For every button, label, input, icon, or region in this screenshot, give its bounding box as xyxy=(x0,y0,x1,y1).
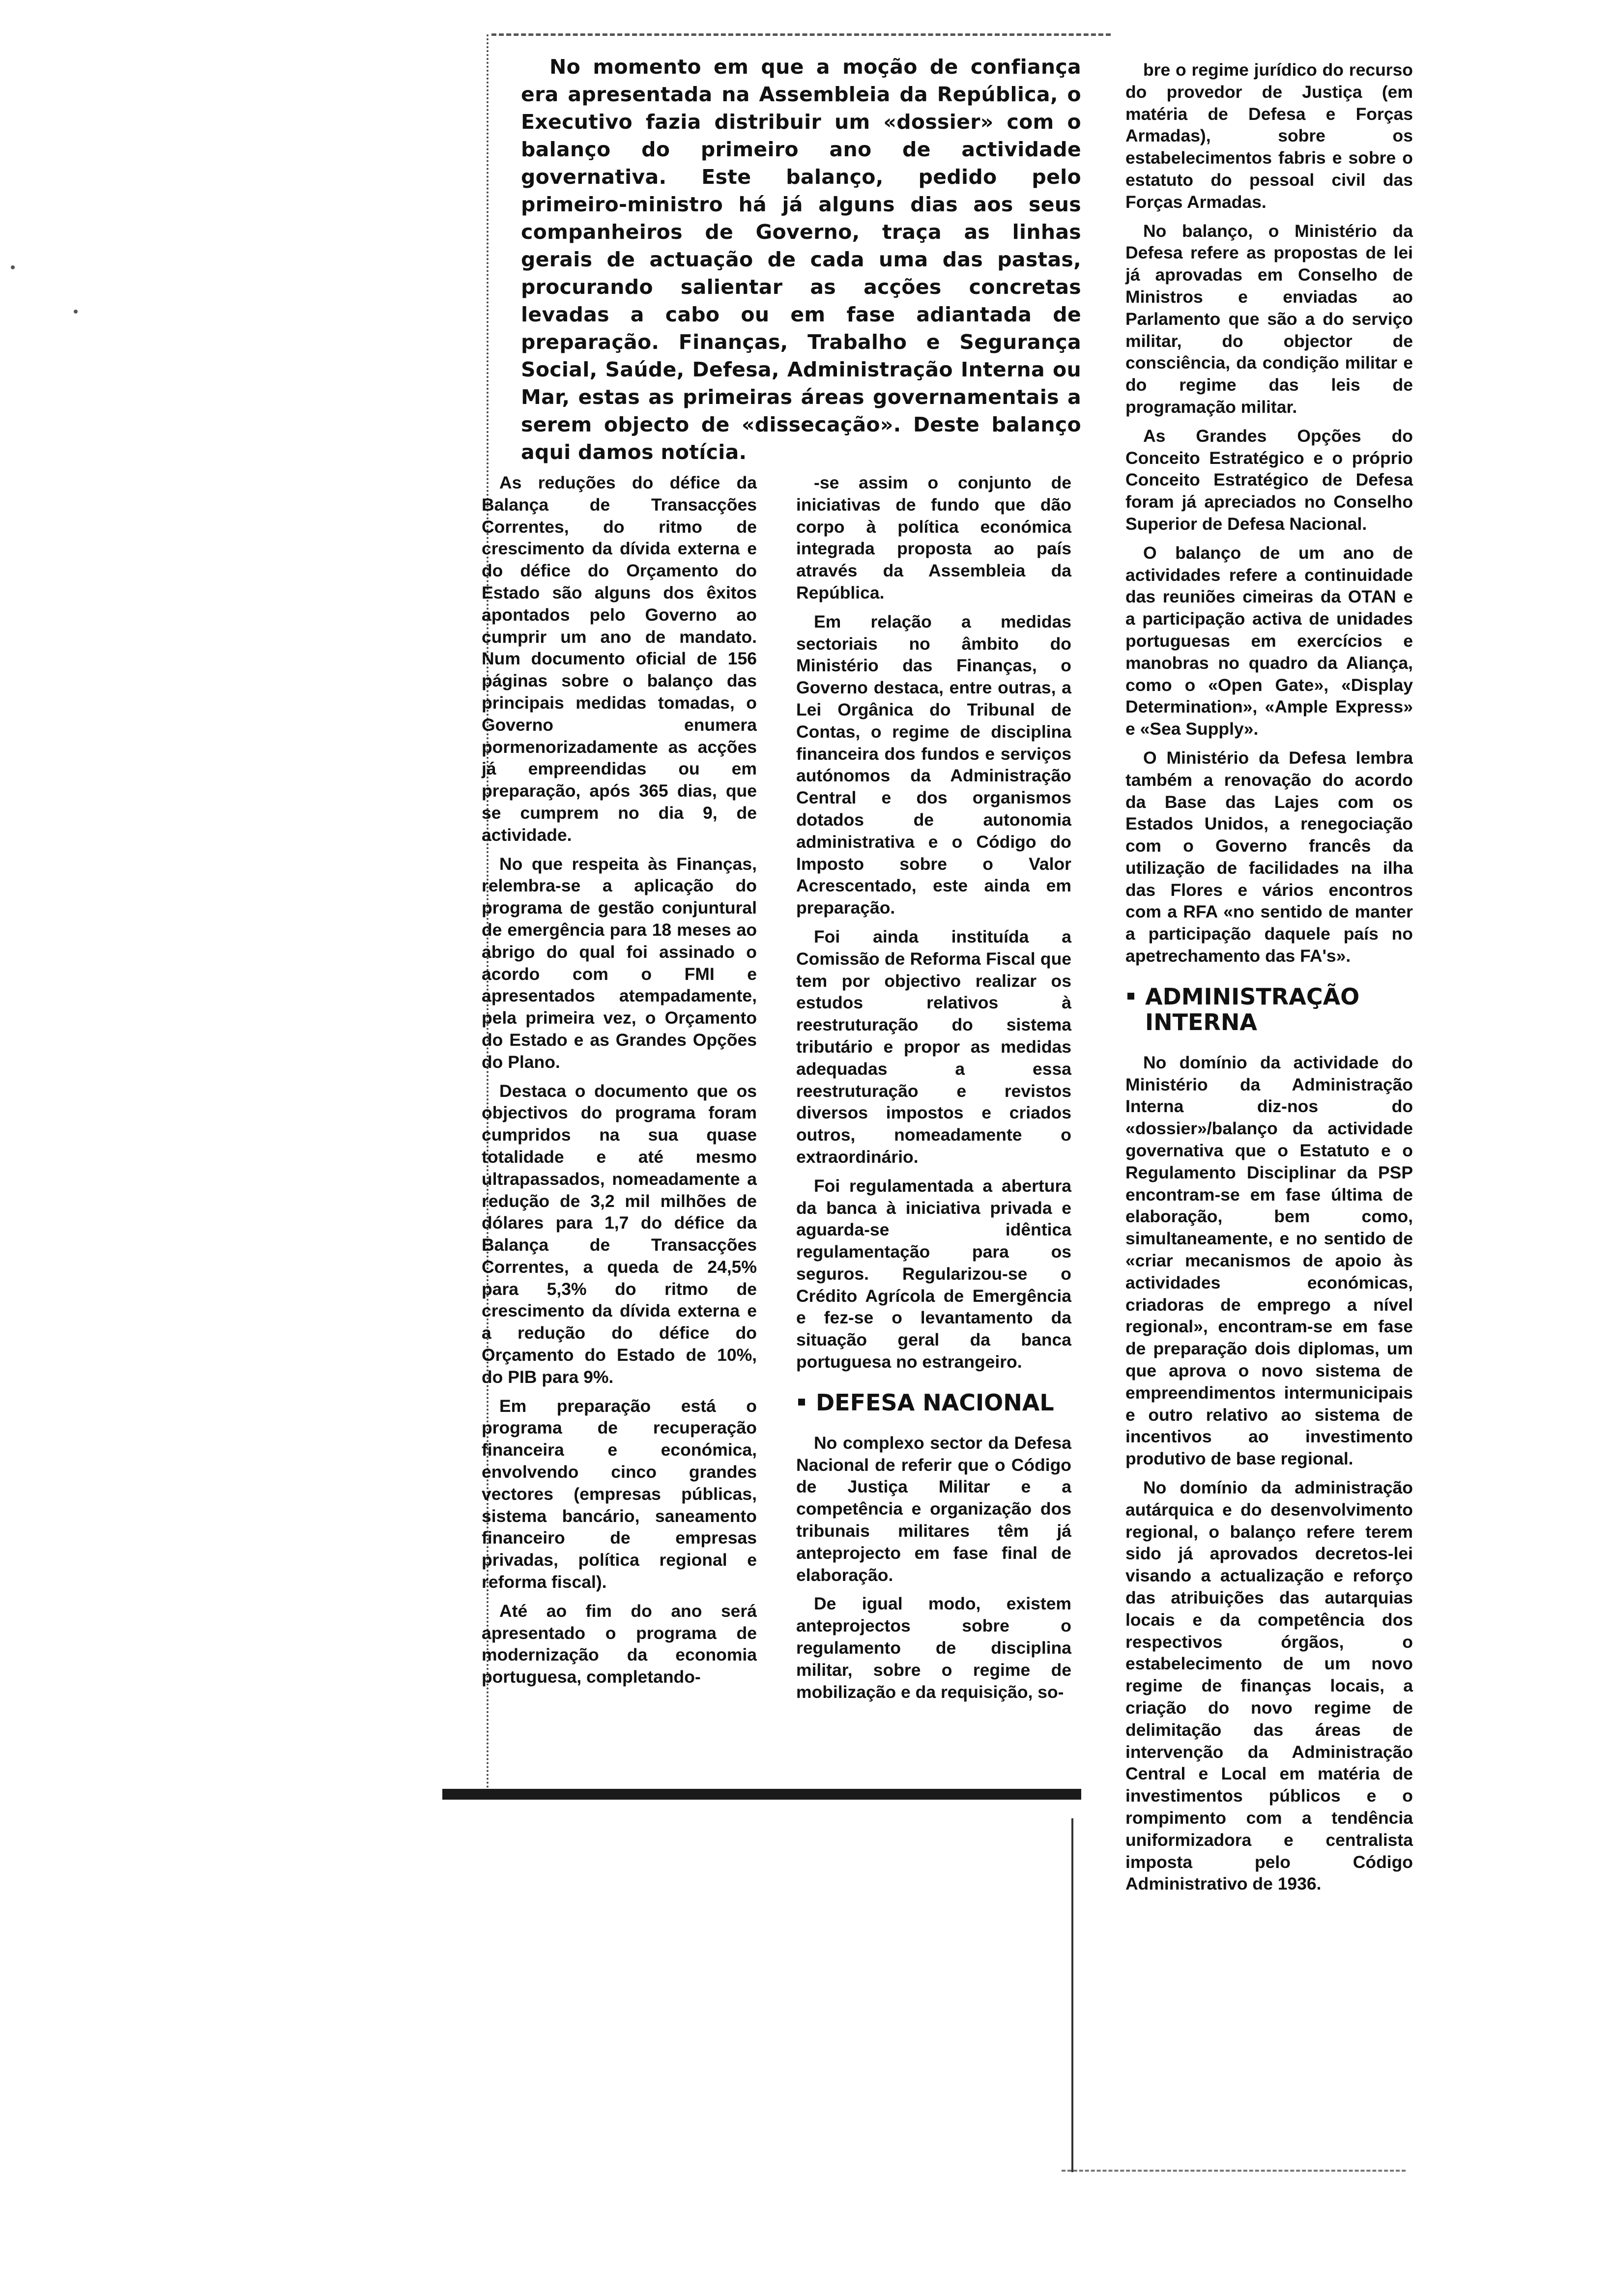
paragraph: No domínio da actividade do Ministério da Administração Interna diz-nos do «dossier»/balanço da actividade governativa que o Estatuto e o Regulamento Disciplinar da PSP encontram-se em fase última de elaboração, bem como, simultaneamente, e no sentido de «criar mecanismos de apoio às actividades económicas, criadoras de emprego a nível regional», encontram-se em fase de preparação dois diplomas, um que aprova o novo sistema de empreendimentos intermunicipais e outro relativo ao sistema de incentivos ao investimento produtivo de base regional. xyxy=(1125,1052,1413,1469)
article-column-3 xyxy=(1125,59,1413,1902)
clipping-bottom-bar xyxy=(442,1789,1081,1800)
paragraph: O balanço de um ano de actividades refere a continuidade das reuniões cimeiras da OTAN e a participação activa de unidades portuguesas em exercícios e manobras no quadro da Aliança, como o «Open Gate», «Display Determination», «Ample Express» e «Sea Supply». xyxy=(1125,543,1413,739)
section-heading-text: DEFESA NACIONAL xyxy=(816,1389,1054,1416)
paragraph: No domínio da administração autárquica e do desenvolvimento regional, o balanço refere terem sido já aprovados decretos-lei visando a actualização e reforço das atribuições das autarquias locais e da competência dos respectivos órgãos, o estabelecimento de um novo regime de finanças locais, a criação do novo regime de delimitação das áreas de intervenção da Administração Central e Local em matéria de investimentos públicos e o rompimento com a tendência uniformizadora e centralista imposta pelo Código Administrativo de 1936. xyxy=(1125,1478,1413,1894)
section-heading-text: ADMINISTRAÇÃO INTERNA xyxy=(1145,983,1360,1035)
scan-speck xyxy=(11,265,15,269)
paragraph: No balanço, o Ministério da Defesa refere as propostas de lei já aprovadas em Conselho de Ministros e enviadas ao Parlamento que são a do serviço militar, do objector de consciência, da condição militar e do regime das leis de programação militar. xyxy=(1125,221,1413,417)
bullet-icon xyxy=(1127,993,1134,1000)
paragraph: Em preparação está o programa de recuperação financeira e económica, envolvendo cinco grandes vectores (empresas públicas, sistema bancário, saneamento financeiro de empresas privadas, política regional e reforma fiscal). xyxy=(482,1396,757,1592)
paragraph: As Grandes Opções do Conceito Estratégico e o próprio Conceito Estratégico de Defesa foram já apreciados no Conselho Superior de Defesa Nacional. xyxy=(1125,426,1413,534)
bullet-icon xyxy=(798,1399,805,1406)
paragraph: As reduções do défice da Balança de Transacções Correntes, do ritmo de crescimento da dívida externa e do défice do Orçamento do Estado são alguns dos êxitos apontados pelo Governo ao cumprir um ano de mandato. Num documento oficial de 156 páginas sobre o balanço das principais medidas tomadas, o Governo enumera pormenorizadamente as acções já empreendidas ou em preparação, após 365 dias, que se cumprem no dia 9, de actividade. xyxy=(482,473,757,845)
clipping-right-edge xyxy=(1071,1818,1073,2172)
paragraph: Foi regulamentada a abertura da banca à iniciativa privada e aguarda-se idêntica regulamentação para os seguros. Regularizou-se o Crédito Agrícola de Emergência e fez-se o levantamento da situação geral da banca portuguesa no estrangeiro. xyxy=(796,1176,1071,1372)
paragraph: -se assim o conjunto de iniciativas de fundo que dão corpo à política económica integrada proposta ao país através da Assembleia da República. xyxy=(796,473,1071,603)
paragraph: No que respeita às Finanças, relembra-se a aplicação do programa de gestão conjuntural de emergência para 18 meses ao abrigo do qual foi assinado o acordo com o FMI e apresentados atempadamente, pela primeira vez, o Orçamento do Estado e as Grandes Opções do Plano. xyxy=(482,854,757,1072)
paragraph: O Ministério da Defesa lembra também a renovação do acordo da Base das Lajes com os Estados Unidos, a renegociação com o Governo francês da utilização de facilidades na ilha das Flores e vários encontros com a RFA «no sentido de manter a participação daquele país no apetrechamento das FA's». xyxy=(1125,747,1413,966)
paragraph: Foi ainda instituída a Comissão de Reforma Fiscal que tem por objectivo realizar os estudos relativos à reestruturação do sistema tributário e propor as medidas adequadas a essa reestruturação e revistos diversos impostos e criados outros, nomeadamente o extraordinário. xyxy=(796,926,1071,1167)
article-column-1 xyxy=(482,472,757,1695)
section-heading-administracao xyxy=(1125,984,1413,1035)
scan-speck xyxy=(74,310,78,314)
clipping-bottom-edge xyxy=(1062,2170,1406,2172)
paragraph: No complexo sector da Defesa Nacional de referir que o Código de Justiça Militar e a competência e organização dos tribunais militares têm já anteprojecto em fase final de elaboração. xyxy=(796,1433,1071,1585)
clipping-top-edge xyxy=(491,33,1111,36)
paragraph: Até ao fim do ano será apresentado o programa de modernização da economia portuguesa, completando- xyxy=(482,1601,757,1687)
section-heading-defesa xyxy=(796,1390,1071,1415)
paragraph: Destaca o documento que os objectivos do programa foram cumpridos na sua quase totalidade e até mesmo ultrapassados, nomeadamente a redução de 3,2 mil milhões de dólares para 1,7 do défice da Balança de Transacções Correntes, a queda de 24,5% para 5,3% do ritmo de crescimento da dívida externa e a redução do défice do Orçamento do Estado de 10%, do PIB para 9%. xyxy=(482,1081,757,1387)
paragraph: Em relação a medidas sectoriais no âmbito do Ministério das Finanças, o Governo destaca, entre outras, a Lei Orgânica do Tribunal de Contas, o regime de disciplina financeira dos fundos e serviços autónomos da Administração Central e dos organismos dotados de autonomia administrativa e o Código do Imposto sobre o Valor Acrescentado, este ainda em preparação. xyxy=(796,611,1071,918)
paragraph: De igual modo, existem anteprojectos sobre o regulamento de disciplina militar, sobre o regime de mobilização e da requisição, so- xyxy=(796,1594,1071,1702)
article-column-2 xyxy=(796,472,1071,1710)
paragraph: bre o regime jurídico do recurso do provedor de Justiça (em matéria de Defesa e Forças Armadas), sobre os estabelecimentos fabris e sobre o estatuto do pessoal civil das Forças Armadas. xyxy=(1125,60,1413,212)
article-lead: No momento em que a moção de confiança era apresentada na Assembleia da República, o Executivo fazia distribuir um «dossier» com o balanço do primeiro ano de actividade governativa. Este balanço, pedido pelo primeiro-ministro há já alguns dias aos seus companheiros de Governo, traça as linhas gerais de actuação de cada uma das pastas, procurando salientar as acções concretas levadas a cabo ou em fase adiantada de preparação. Finanças, Trabalho e Segurança Social, Saúde, Defesa, Administração Interna ou Mar, estas as primeiras áreas governamentais a serem objecto de «dissecação». Deste balanço aqui damos notícia. xyxy=(521,55,1081,464)
